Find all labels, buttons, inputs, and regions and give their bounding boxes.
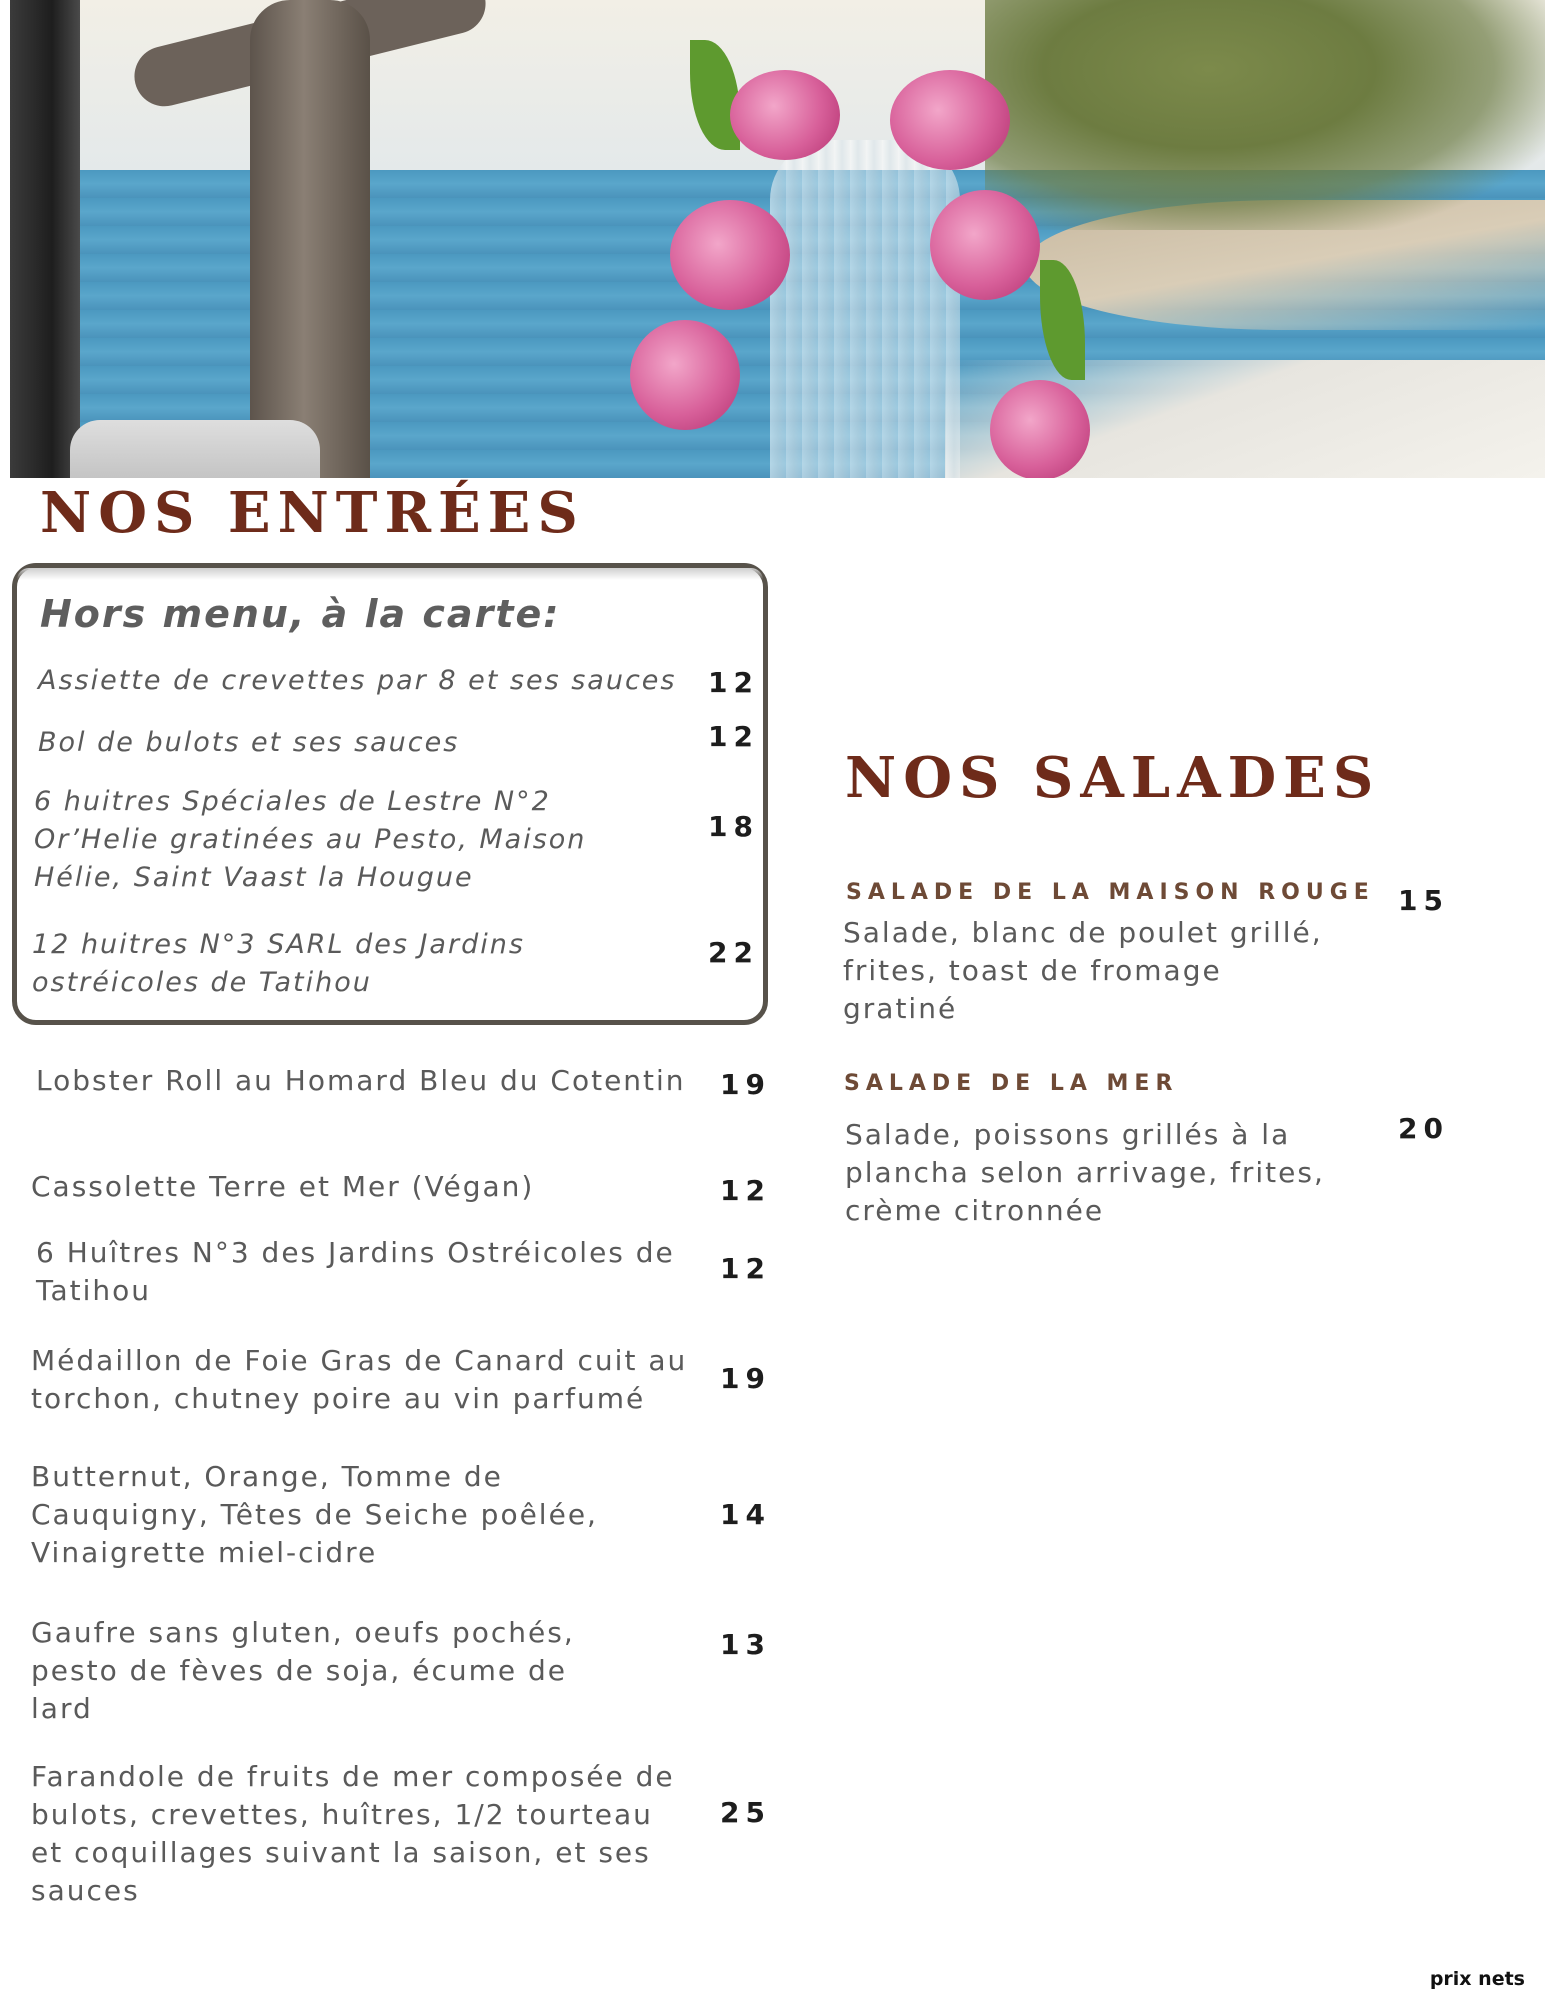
entree-item-price: 19 bbox=[720, 1068, 771, 1101]
entree-item-price: 12 bbox=[720, 1174, 771, 1207]
entree-item-name: 6 Huîtres N°3 des Jardins Ostréicoles de Tatihou bbox=[36, 1236, 675, 1307]
entree-item-name: Farandole de fruits de mer composée de bulots, crevettes, huîtres, 1/2 tourteau et coquillages suivant la saison, et ses sauces bbox=[31, 1760, 675, 1907]
carte-item-price: 18 bbox=[708, 810, 759, 843]
entrees-title: NOS ENTRÉES bbox=[40, 480, 585, 546]
salade-item-price: 20 bbox=[1398, 1112, 1449, 1145]
salade-item-description: Salade, poissons grillés à la plancha selon arrivage, frites, crème citronnée bbox=[845, 1118, 1325, 1227]
salade-item-description: Salade, blanc de poulet grillé, frites, toast de fromage gratiné bbox=[843, 916, 1323, 1025]
carte-item-price: 12 bbox=[708, 720, 759, 753]
carte-item-name: 6 huitres Spéciales de Lestre N°2 Or’Helie gratinées au Pesto, Maison Hélie, Saint Vaast la Hougue bbox=[34, 786, 587, 893]
entree-item-name: Butternut, Orange, Tomme de Cauquigny, Têtes de Seiche poêlée, Vinaigrette miel-cidre bbox=[31, 1460, 598, 1569]
hero-glass-vase bbox=[770, 140, 960, 478]
hero-chair bbox=[70, 420, 320, 478]
salades-title: NOS SALADES bbox=[845, 745, 1381, 811]
entree-item-price: 14 bbox=[720, 1498, 771, 1531]
hero-window-frame bbox=[10, 0, 80, 478]
entree-item-price: 12 bbox=[720, 1252, 771, 1285]
entree-item-name: Médaillon de Foie Gras de Canard cuit au torchon, chutney poire au vin parfumé bbox=[31, 1344, 688, 1415]
hero-flower bbox=[930, 190, 1040, 300]
salade-item-name: SALADE DE LA MER bbox=[844, 1071, 1179, 1096]
entree-item-price: 19 bbox=[720, 1362, 771, 1395]
entree-item-name: Cassolette Terre et Mer (Végan) bbox=[31, 1170, 535, 1203]
carte-item-name: Bol de bulots et ses sauces bbox=[38, 727, 460, 758]
hero-flower bbox=[630, 320, 740, 430]
hero-flower bbox=[990, 380, 1090, 478]
hero-pine-foliage bbox=[985, 0, 1545, 230]
carte-item-price: 12 bbox=[708, 666, 759, 699]
prix-nets-note: prix nets bbox=[1429, 1968, 1525, 1990]
entree-item-name: Lobster Roll au Homard Bleu du Cotentin bbox=[36, 1064, 686, 1097]
carte-heading: Hors menu, à la carte: bbox=[40, 592, 561, 636]
hero-flower bbox=[730, 70, 840, 160]
carte-item-price: 22 bbox=[708, 936, 759, 969]
hero-photo bbox=[10, 0, 1545, 478]
entree-item-name: Gaufre sans gluten, oeufs pochés, pesto de fèves de soja, écume de lard bbox=[31, 1616, 575, 1725]
carte-item-name: Assiette de crevettes par 8 et ses sauces bbox=[38, 665, 677, 696]
hero-tree-trunk bbox=[250, 0, 370, 478]
salade-item-price: 15 bbox=[1398, 884, 1449, 917]
hero-flower bbox=[670, 200, 790, 310]
entree-item-price: 13 bbox=[720, 1628, 771, 1661]
entree-item-price: 25 bbox=[720, 1796, 771, 1829]
hero-flower bbox=[890, 70, 1010, 170]
salade-item-name: SALADE DE LA MAISON ROUGE bbox=[846, 880, 1375, 905]
carte-item-name: 12 huitres N°3 SARL des Jardins ostréicoles de Tatihou bbox=[32, 929, 525, 998]
